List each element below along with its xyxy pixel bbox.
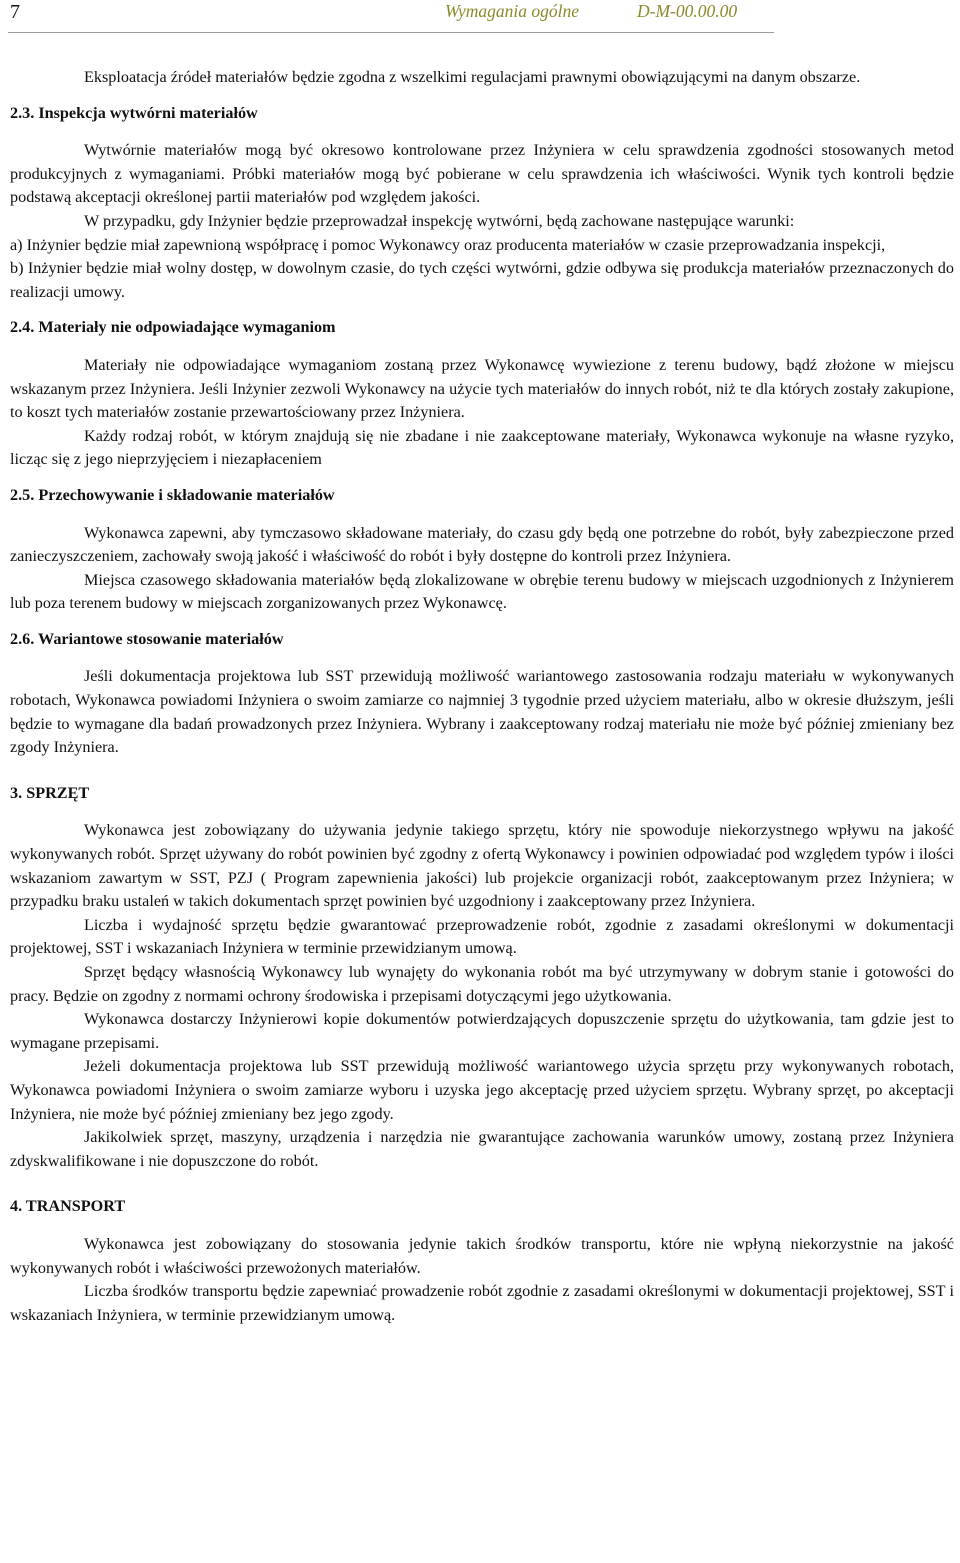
paragraph-3-b: Liczba i wydajność sprzętu będzie gwarantować przeprowadzenie robót, zgodnie z zasadami określonymi w dokumentacji projektowej, SST i wskazaniach Inżyniera w terminie przewidzianym umową. <box>10 915 954 958</box>
paragraph-3-d: Wykonawca dostarczy Inżynierowi kopie dokumentów potwierdzających dopuszczenie sprzętu do użytkowania, tam gdzie jest to wymagane przepisami. <box>10 1010 954 1052</box>
heading-2-3: 2.3. Inspekcja wytwórni materiałów <box>10 103 258 122</box>
header-rule <box>8 32 774 33</box>
paragraph-2-3-b: W przypadku, gdy Inżynier będzie przeprowadzał inspekcję wytwórni, będą zachowane następujące warunki: <box>84 211 795 230</box>
page-number: 7 <box>10 1 20 23</box>
paragraph-2-5-b: Miejsca czasowego składowania materiałów będą zlokalizowane w obrębie terenu budowy w miejscach uzgodnionych z Inżynierem lub poza terenem budowy w miejscach zorganizowanych przez Wykonawcę. <box>10 570 954 613</box>
heading-4: 4. TRANSPORT <box>10 1197 126 1216</box>
paragraph-4-a: Wykonawca jest zobowiązany do stosowania jedynie takich środków transportu, które nie wpłyną niekorzystnie na jakość wykonywanych robót i właściwości przewożonych materiałów. <box>10 1234 954 1277</box>
paragraph-2-4-a: Materiały nie odpowiadające wymaganiom zostaną przez Wykonawcę wywiezione z terenu budowy, bądź złożone w miejscu wskazanym przez Inżyniera. Jeśli Inżynier zezwoli Wykonawcy na użycie tych materiałów do innych robót, niż te dla których zostały zakupione, to koszt tych materiałów zostanie przewartościowany przez Inżyniera. <box>10 355 954 422</box>
paragraph-4-b: Liczba środków transportu będzie zapewniać prowadzenie robót zgodnie z zasadami określonymi w dokumentacji projektowej, SST i wskazaniach Inżyniera, w terminie przewidzianym umową. <box>10 1282 954 1324</box>
page-header <box>0 0 960 34</box>
paragraph-3-c: Sprzęt będący własnością Wykonawcy lub wynajęty do wykonania robót ma być utrzymywany w dobrym stanie i gotowości do pracy. Będzie on zgodny z normami ochrony środowiska i przepisami dotyczącymi jego użytkowania. <box>10 963 954 1005</box>
heading-2-5: 2.5. Przechowywanie i składowanie materiałów <box>10 485 335 504</box>
paragraph-2-4-b: Każdy rodzaj robót, w którym znajdują się nie zbadane i nie zaakceptowane materiały, Wykonawca wykonuje na własne ryzyko, licząc się z jego nieprzyjęciem i niezapłaceniem <box>10 426 954 469</box>
header-title: Wymagania ogólne <box>445 1 579 21</box>
paragraph-intro: Eksploatacja źródeł materiałów będzie zgodna z wszelkimi regulacjami prawnymi obowiązującymi na danym obszarze. <box>84 68 861 86</box>
paragraph-3-a: Wykonawca jest zobowiązany do używania jedynie takiego sprzętu, który nie spowoduje niekorzystnego wpływu na jakość wykonywanych robót. Sprzęt używany do robót powinien być zgodny z ofertą Wykonawcy i powinien odpowiadać pod względem typów i ilości wskazaniom zawartym w SST, PZJ ( Program zapewnienia jakości) lub projekcie organizacji robót, zaakceptowanym przez Inżyniera; w przypadku braku ustaleń w takich dokumentach sprzęt powinien być uzgodniony i zaakceptowany przez Inżyniera. <box>10 821 954 911</box>
header-code: D-M-00.00.00 <box>637 1 738 21</box>
paragraph-2-6-a: Jeśli dokumentacja projektowa lub SST przewidują możliwość wariantowego zastosowania rodzaju materiału w wykonywanych robotach, Wykonawca powiadomi Inżyniera o swoim zamiarze co najmniej 3 tygodnie przed użyciem materiału, albo w okresie dłuższym, jeśli będzie to wymagane dla badań prowadzonych przez Inżyniera. Wybrany i zaakceptowany rodzaj materiału nie może być później zmieniany bez zgody Inżyniera. <box>10 667 954 757</box>
list-item-a: a) Inżynier będzie miał zapewnioną współpracę i pomoc Wykonawcy oraz producenta materiałów w czasie przeprowadzania inspekcji, <box>10 235 886 254</box>
list-item-b: b) Inżynier będzie miał wolny dostęp, w dowolnym czasie, do tych części wytwórni, gdzie odbywa się produkcja materiałów przeznaczonych do realizacji umowy. <box>10 259 954 301</box>
paragraph-3-e: Jeżeli dokumentacja projektowa lub SST przewidują możliwość wariantowego użycia sprzętu przy wykonywanych robotach, Wykonawca powiadomi Inżyniera o swoim zamiarze wyboru i uzyska jego akceptację przed użyciem sprzętu. Wybrany sprzęt, po akceptacji Inżyniera, nie może być później zmieniany bez jego zgody. <box>10 1057 954 1123</box>
paragraph-2-5-a: Wykonawca zapewni, aby tymczasowo składowane materiały, do czasu gdy będą one potrzebne do robót, były zabezpieczone przed zanieczyszczeniem, zachowały swoją jakość i właściwość do robót i były dostępne do kontroli przez Inżyniera. <box>10 523 954 566</box>
paragraph-2-3-a: Wytwórnie materiałów mogą być okresowo kontrolowane przez Inżyniera w celu sprawdzenia zgodności stosowanych metod produkcyjnych z wymaganiami. Próbki materiałów mogą być pobierane w celu sprawdzenia ich właściwości. Wynik tych kontroli będzie podstawą akceptacji określonej partii materiałów pod względem jakości. <box>10 141 954 207</box>
heading-2-6: 2.6. Wariantowe stosowanie materiałów <box>10 629 284 648</box>
document-body <box>10 66 954 1327</box>
heading-2-4: 2.4. Materiały nie odpowiadające wymaganiom <box>10 318 336 337</box>
paragraph-3-f: Jakikolwiek sprzęt, maszyny, urządzenia i narzędzia nie gwarantujące zachowania warunków umowy, zostaną przez Inżyniera zdyskwalifikowane i nie dopuszczone do robót. <box>10 1128 954 1170</box>
heading-3: 3. SPRZĘT <box>10 783 90 802</box>
